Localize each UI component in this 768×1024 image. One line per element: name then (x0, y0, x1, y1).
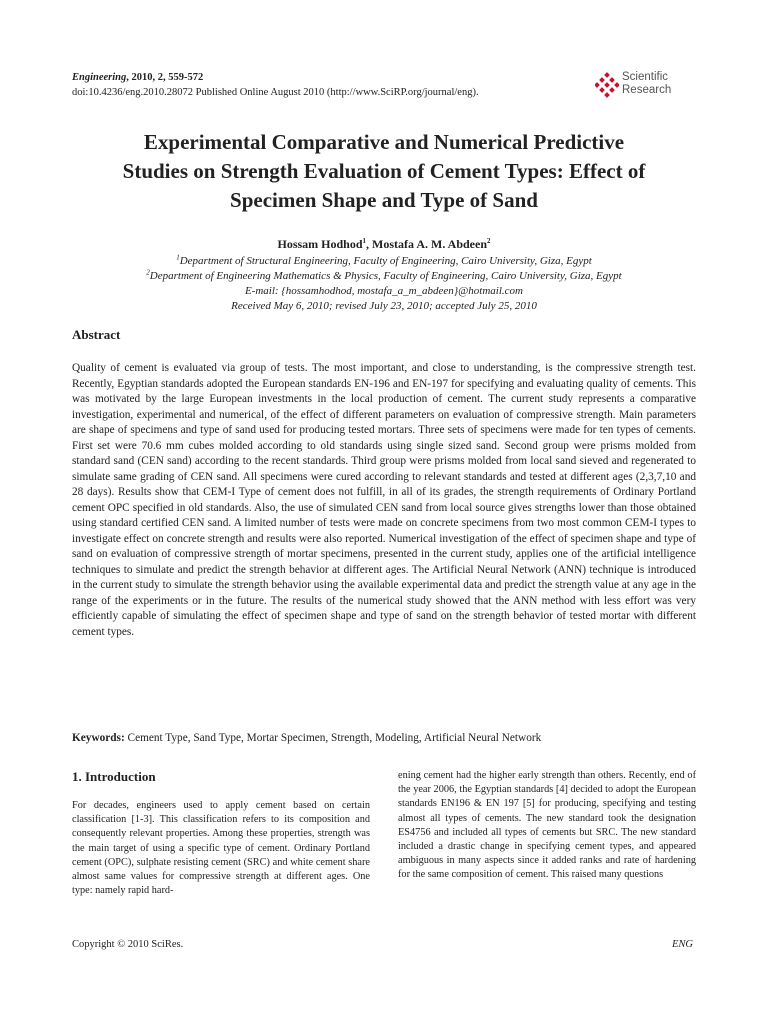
journal-header (72, 70, 479, 100)
abstract-body: Quality of cement is evaluated via group of tests. The most important, and close to understanding, is the compressive strength test. Recently, Egyptian standards adopted the European standards EN-196 and EN-197 for specifying and evaluating quality of cements. This was motivated by the large European investments in the local production of cement. The current study represents a comparative investigation, experimental and numerical, of the effect of different parameters on evaluation of compressive strength. Main parameters are shape of specimens and type of sand used for producing tested mortars. Three sets of specimens were made for ten types of cements. First set were 70.6 mm cubes molded according to old standards using single sized sand. Second group were prisms molded from standard sand (CEN sand) according to the recent standards. Third group were prisms molded from local sand sieved and regenerated to simulate same grading of CEN sand. All specimens were cured according to relevant standards and tested at different ages (2,3,7,10 and 28 days). Results show that CEM-I Type of cement does not fulfill, in all of its grades, the strength requirements of Ordinary Portland cement OPC specified in old standards. Also, the use of simulated CEN sand from local source gives strengths lower than those obtained using standard certified CEN sand. A limited number of tests were made on concrete specimens from two most common CEM-I types to investigate effect on concrete strength and results were also reported. Numerical investigation of the effect of specimen shape and type of sand on evaluation of compressive strength of mortar specimens, presented in the current study, applies one of the artificial intelligence techniques to simulate and predict the strength behavior at different ages. The Artificial Neural Network (ANN) technique is introduced in the current study to simulate the strength behavior using the available experimental data and predict the strength value at any age in the range of the experiments or in the future. The results of the numerical study showed that the ANN method with less effort was very efficiently capable of simulating the effect of specimen shape and type of sand on the strength behavior of tested mortar with different cement types. (72, 362, 696, 638)
footer-copyright: Copyright © 2010 SciRes. (72, 939, 184, 950)
affiliation-1-mark: 1 (176, 253, 180, 262)
paper-title (60, 128, 708, 215)
author-2-affil-mark: 2 (487, 237, 491, 245)
logo-line1: Scientific (622, 71, 669, 83)
logo-text (622, 71, 671, 97)
affiliations (60, 254, 708, 314)
logo-line2: Research (622, 84, 672, 96)
author-2: Mostafa A. M. Abdeen (372, 237, 488, 251)
author-email: E-mail: {hossamhodhod, mostafa_a_m_abdeen}@hotmail.com (244, 285, 523, 297)
title-line-1: Experimental Comparative and Numerical Predictive (143, 130, 625, 154)
section-heading-introduction: 1. Introduction (72, 769, 156, 784)
doi-line: doi:10.4236/eng.2010.28072 Published Online August 2010 (http://www.SciRP.org/journal/eng). (72, 87, 479, 98)
footer-journal-abbr: ENG (672, 939, 693, 950)
author-separator: , (366, 237, 373, 251)
title-line-2: Studies on Strength Evaluation of Cement Types: Effect of (122, 159, 646, 183)
affiliation-2-text: Department of Engineering Mathematics & Physics, Faculty of Engineering, Cairo University, Giza, Egypt (149, 270, 622, 282)
keywords (72, 731, 696, 746)
scirp-logo-icon (595, 72, 619, 98)
author-list (60, 236, 708, 252)
intro-column-right: ening cement had the higher early strength than others. Recently, end of the year 2006, the Egyptian standards [4] decided to adopt the European standards EN196 & EN 197 [5] for producing, specifying and testing almost all types of cements. The new standard took the designation ES4756 and included all types of cements but SRC. The new standard included a drastic change in specifying cement types, and appeared ambiguous in many aspects since it added ranks and rate of hardening for the same composition of cement. This raised many questions (398, 770, 696, 881)
volume-pages: , 2010, 2, 559-572 (126, 72, 204, 83)
title-line-3: Specimen Shape and Type of Sand (230, 188, 538, 212)
keywords-text: Cement Type, Sand Type, Mortar Specimen, Strength, Modeling, Artificial Neural Network (124, 732, 542, 744)
author-1: Hossam Hodhod (277, 237, 363, 251)
affiliation-1-text: Department of Structural Engineering, Faculty of Engineering, Cairo University, Giza, Egypt (179, 255, 592, 267)
author-1-affil-mark: 1 (362, 237, 367, 245)
intro-column-left: For decades, engineers used to apply cement based on certain classification [1-3]. This classification refers to its composition and consequently relevant properties. Among these properties, strength was the main target of using a specific type of cement. Ordinary Portland cement (OPC), sulphate resisting cement (SRC) and white cement share almost same values for compressive strength at different ages. One type: namely rapid hard- (72, 800, 370, 897)
publisher-logo (595, 70, 705, 102)
keywords-label: Keywords: (72, 732, 125, 744)
journal-name: Engineering (72, 72, 127, 83)
affiliation-2-mark: 2 (146, 268, 150, 277)
abstract-heading: Abstract (72, 327, 121, 342)
affiliation-1 (60, 254, 708, 269)
received-dates: Received May 6, 2010; revised July 23, 2010; accepted July 25, 2010 (231, 300, 537, 312)
citation-line (72, 70, 479, 85)
affiliation-2 (60, 269, 708, 284)
